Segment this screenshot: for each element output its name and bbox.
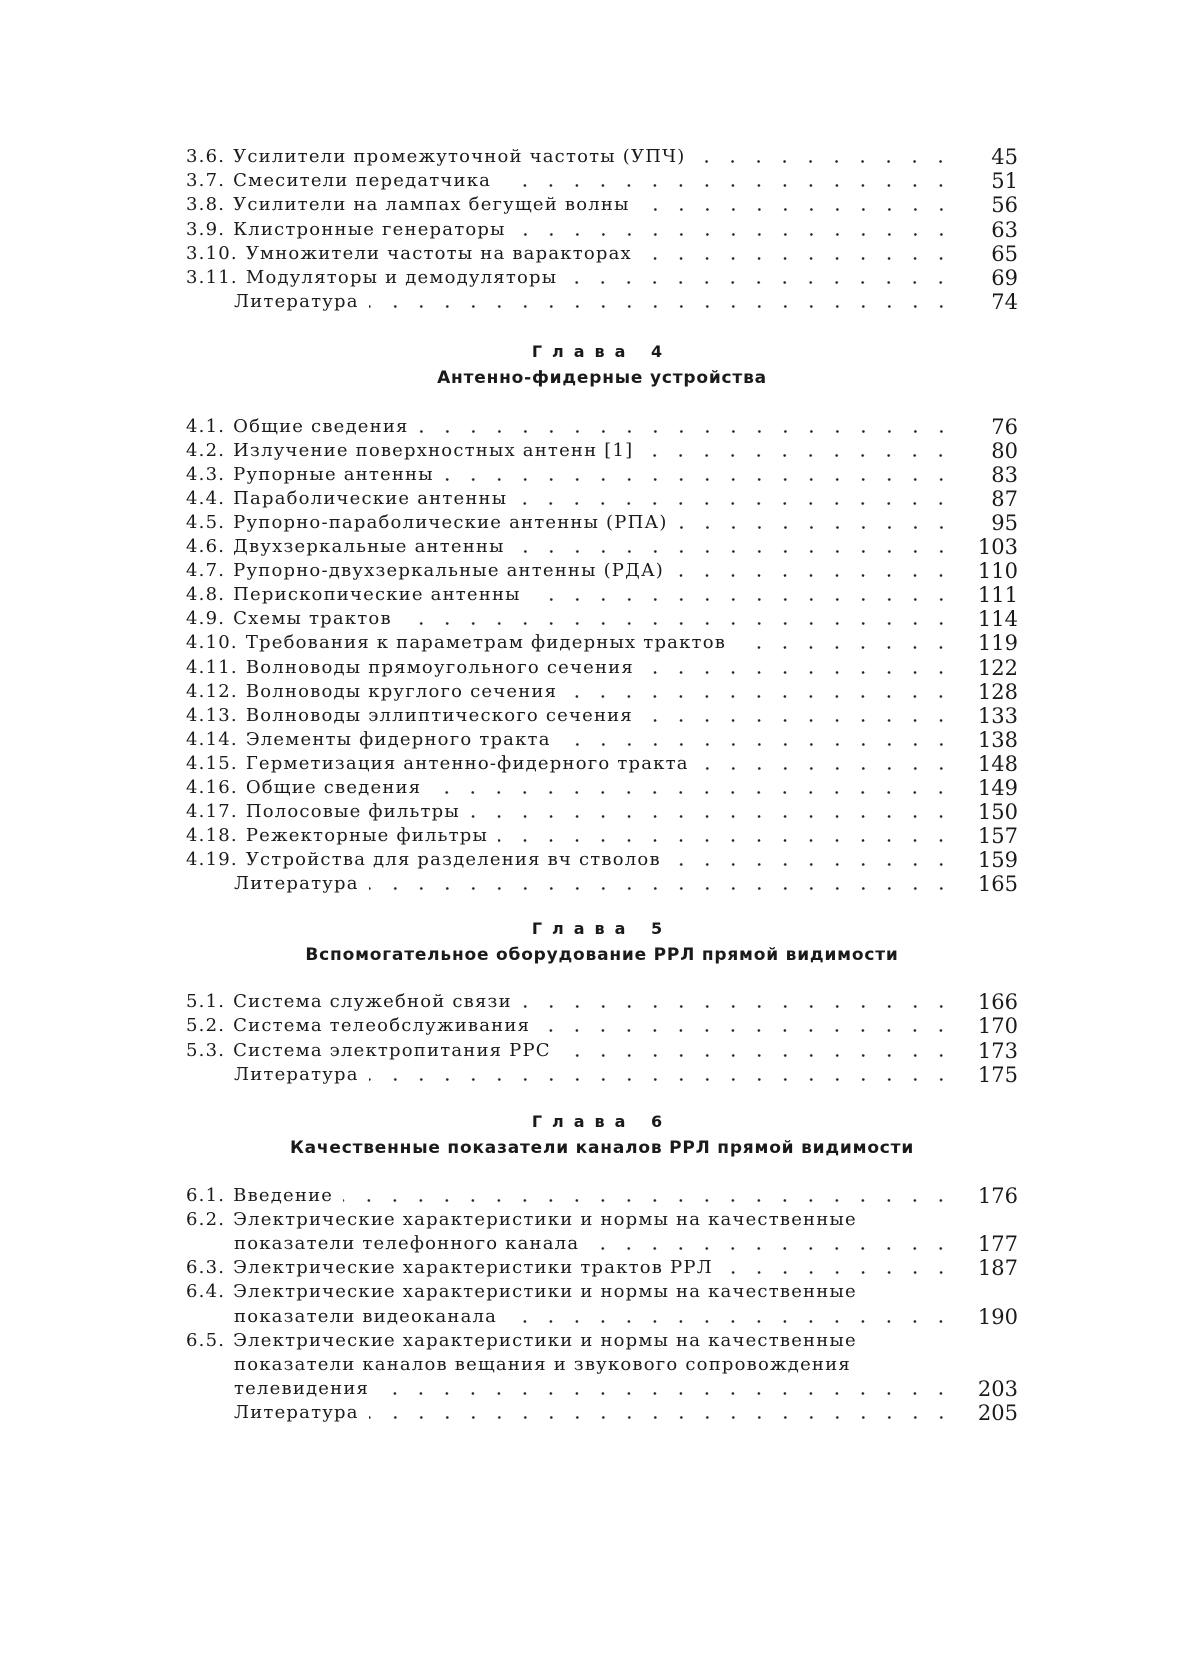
entry-title: Усилители на лампах бегущей волны — [233, 194, 630, 216]
dot-leader — [402, 622, 954, 625]
entry-title: Электрические характеристики и нормы на качественные — [233, 1281, 857, 1303]
toc-entry — [186, 167, 1018, 192]
entry-number: 4.14. — [186, 728, 238, 750]
page-number: 119 — [977, 631, 1018, 656]
entry-number: 3.11. — [186, 267, 238, 288]
entry-title: Умножители частоты на варакторах — [245, 242, 632, 264]
dot-leader — [643, 454, 954, 457]
page-number: 128 — [977, 679, 1018, 704]
entry-title: Система телеобслуживания — [233, 1015, 531, 1037]
entry-title: Двухзеркальные антенны — [233, 536, 505, 558]
toc-entry — [186, 191, 1018, 216]
dot-leader — [419, 430, 954, 433]
chapter-5-title: Вспомогательное оборудование РРЛ прямой видимости — [305, 945, 899, 965]
page-number: 205 — [977, 1400, 1018, 1425]
entry-title: Электрические характеристики и нормы на качественные — [233, 1329, 857, 1351]
dot-leader — [643, 719, 954, 722]
entry-title: Герметизация антенно-фидерного тракта — [245, 752, 689, 774]
toc-entry-literature — [186, 870, 1018, 895]
toc-entry — [186, 533, 1018, 558]
entry-number: 6.1. — [186, 1185, 226, 1206]
page-number: 187 — [977, 1256, 1018, 1281]
entry-number: 4.19. — [186, 848, 238, 870]
entry-title: Электрические характеристики и нормы на качественные — [233, 1209, 857, 1231]
entry-title: Элементы фидерного тракта — [245, 728, 551, 750]
entry-title: Устройства для разделения вч стволов — [245, 848, 661, 870]
entry-number: 4.10. — [186, 632, 238, 654]
page-number: 177 — [977, 1232, 1018, 1257]
entry-number: 4.6. — [186, 536, 226, 558]
dot-leader — [515, 550, 954, 553]
toc-entry-literature — [186, 1061, 1018, 1086]
entry-title: Система служебной связи — [233, 991, 512, 1012]
page-number: 170 — [977, 1014, 1018, 1039]
entry-number: 4.16. — [186, 776, 238, 798]
dot-leader — [444, 478, 954, 481]
page-number: 65 — [991, 241, 1018, 266]
page-number: 95 — [991, 511, 1018, 536]
page-number: 76 — [991, 415, 1018, 439]
entry-number: 4.15. — [186, 752, 238, 774]
page-number: 133 — [977, 703, 1018, 728]
toc-entry — [186, 654, 1018, 679]
toc-entry — [186, 437, 1018, 462]
page-number: 103 — [977, 535, 1018, 560]
entry-title: Требования к параметрам фидерных трактов — [245, 632, 727, 654]
toc-entry — [186, 413, 1018, 438]
toc-entry — [186, 264, 1018, 289]
entry-title: показатели каналов вещания и звукового сопровождения — [234, 1353, 851, 1375]
toc-entry — [186, 1327, 1018, 1352]
entry-title: показатели видеоканала — [234, 1305, 498, 1327]
toc-entry — [186, 798, 1018, 823]
dot-leader — [567, 695, 954, 698]
entry-title: Излучение поверхностных антенн [1] — [233, 440, 634, 462]
dot-leader — [644, 671, 954, 674]
dot-leader — [431, 791, 954, 794]
entry-number: 4.8. — [186, 584, 226, 606]
entry-number: 6.2. — [186, 1209, 226, 1231]
entry-number: 4.9. — [186, 608, 226, 630]
entry-number: 4.12. — [186, 680, 238, 702]
dot-leader — [498, 839, 954, 842]
dot-leader — [561, 743, 954, 746]
entry-number: 4.13. — [186, 704, 238, 726]
page-number: 173 — [977, 1038, 1018, 1063]
toc-entry — [186, 485, 1018, 510]
dot-leader — [640, 208, 954, 211]
entry-title: Рупорные антенны — [233, 464, 434, 486]
page-number: 165 — [977, 871, 1018, 896]
toc-entry — [186, 581, 1018, 606]
toc-entry-literature — [186, 1399, 1018, 1424]
page-number: 80 — [991, 439, 1018, 464]
toc-entry — [186, 557, 1018, 582]
toc-entry — [186, 143, 1018, 168]
entry-number: 3.8. — [186, 194, 226, 216]
dot-leader — [501, 184, 954, 187]
dot-leader — [507, 1320, 954, 1323]
dot-leader — [736, 646, 954, 649]
entry-title: Волноводы круглого сечения — [245, 680, 558, 702]
page-number: 110 — [977, 559, 1018, 584]
entry-title: Перископические антенны — [233, 584, 521, 606]
entry-number: 3.9. — [186, 218, 226, 240]
page-number: 175 — [977, 1062, 1018, 1087]
page-number: 87 — [991, 487, 1018, 512]
dot-leader — [723, 1271, 954, 1274]
dot-leader — [531, 598, 954, 601]
toc-entry — [186, 822, 1018, 847]
entry-number: 4.7. — [186, 560, 226, 582]
entry-title: телевидения — [234, 1377, 370, 1399]
page-number: 149 — [977, 775, 1018, 800]
page-number: 111 — [977, 583, 1018, 608]
dot-leader — [589, 1247, 954, 1250]
entry-title: Литература — [234, 1063, 359, 1085]
entry-number: 4.11. — [186, 656, 238, 678]
toc-entry — [186, 988, 1018, 1013]
dot-leader — [369, 1078, 954, 1081]
entry-title: Литература — [234, 872, 359, 894]
entry-title: Общие сведения — [233, 416, 409, 437]
dot-leader — [699, 767, 954, 770]
dot-leader — [540, 1029, 954, 1032]
dot-leader — [695, 160, 954, 163]
toc-entry — [186, 1254, 1018, 1279]
toc-entry-continuation — [186, 1351, 1018, 1376]
toc-entry-continuation — [186, 1230, 1018, 1255]
entry-title: Клистронные генераторы — [233, 218, 506, 240]
page-number: 122 — [977, 655, 1018, 680]
toc-entry — [186, 774, 1018, 799]
toc-entry — [186, 509, 1018, 534]
page-number: 159 — [977, 847, 1018, 872]
toc-entry — [186, 461, 1018, 486]
page-number: 203 — [977, 1376, 1018, 1401]
entry-number: 4.18. — [186, 824, 238, 846]
entry-number: 3.7. — [186, 170, 226, 192]
toc-entry — [186, 726, 1018, 751]
toc-entry-continuation — [186, 1303, 1018, 1328]
dot-leader — [379, 1392, 954, 1395]
entry-number: 4.17. — [186, 800, 238, 822]
dot-leader — [522, 1005, 954, 1008]
dot-leader — [343, 1199, 954, 1202]
page-number: 157 — [977, 823, 1018, 848]
dot-leader — [369, 1416, 954, 1419]
dot-leader — [470, 815, 954, 818]
entry-title: Электрические характеристики трактов РРЛ — [233, 1257, 713, 1279]
toc-entry — [186, 605, 1018, 630]
entry-number: 6.3. — [186, 1257, 226, 1279]
entry-number: 4.1. — [186, 416, 226, 437]
page-number: 69 — [991, 266, 1018, 290]
page-number: 45 — [991, 145, 1018, 169]
entry-title: Схемы трактов — [233, 608, 392, 630]
entry-number: 5.2. — [186, 1015, 226, 1037]
page-number: 176 — [977, 1184, 1018, 1208]
entry-number: 3.6. — [186, 146, 226, 167]
toc-entry — [186, 1278, 1018, 1303]
page-number: 114 — [977, 607, 1018, 632]
page-number: 150 — [977, 799, 1018, 824]
entry-title: Смесители передатчика — [233, 170, 492, 192]
chapter-6-label: Глава 6 — [531, 1112, 673, 1131]
toc-entry-continuation — [186, 1375, 1018, 1400]
toc-entry — [186, 629, 1018, 654]
entry-title: Волноводы прямоугольного сечения — [245, 656, 634, 678]
dot-leader — [674, 574, 954, 577]
dot-leader — [369, 887, 954, 890]
entry-number: 6.4. — [186, 1281, 226, 1303]
page-number: 138 — [977, 727, 1018, 752]
dot-leader — [517, 502, 954, 505]
dot-leader — [567, 281, 954, 284]
toc-entry — [186, 1182, 1018, 1207]
entry-number: 3.10. — [186, 242, 238, 264]
entry-title: Система электропитания РРС — [233, 1039, 551, 1061]
page-number: 166 — [977, 990, 1018, 1014]
entry-number: 5.1. — [186, 991, 226, 1012]
entry-number: 4.3. — [186, 464, 226, 486]
entry-number: 4.2. — [186, 440, 226, 462]
toc-entry — [186, 702, 1018, 727]
entry-title: Введение — [233, 1185, 334, 1206]
entry-title: Рупорно-двухзеркальные антенны (РДА) — [233, 560, 664, 582]
dot-leader — [516, 233, 954, 236]
entry-title: Общие сведения — [245, 776, 422, 798]
chapter-4-label: Глава 4 — [531, 342, 673, 361]
chapter-5-label: Глава 5 — [531, 919, 673, 938]
entry-number: 6.5. — [186, 1329, 226, 1351]
chapter-4-title: Антенно-фидерные устройства — [437, 368, 767, 388]
page-number: 148 — [977, 751, 1018, 776]
dot-leader — [671, 863, 954, 866]
dot-leader — [561, 1054, 954, 1057]
entry-title: Усилители промежуточной частоты (УПЧ) — [233, 146, 686, 167]
dot-leader — [642, 257, 954, 260]
toc-entry — [186, 1012, 1018, 1037]
entry-title: Волноводы эллиптического сечения — [245, 704, 633, 726]
page-number: 63 — [991, 217, 1018, 242]
page-number: 56 — [991, 193, 1018, 218]
toc-entry — [186, 240, 1018, 265]
toc-entry — [186, 1206, 1018, 1231]
entry-title: показатели телефонного канала — [234, 1233, 580, 1255]
page-number: 74 — [991, 290, 1018, 315]
dot-leader — [678, 526, 954, 529]
entry-title: Режекторные фильтры — [245, 824, 488, 846]
dot-leader — [369, 305, 954, 308]
entry-title: Литература — [234, 291, 359, 313]
chapter-6-title: Качественные показатели каналов РРЛ прямой видимости — [289, 1138, 915, 1158]
toc-entry-literature — [186, 288, 1018, 313]
page-number: 190 — [977, 1304, 1018, 1329]
page-number: 51 — [991, 169, 1018, 194]
entry-number: 5.3. — [186, 1039, 226, 1061]
toc-entry — [186, 846, 1018, 871]
toc-entry — [186, 750, 1018, 775]
entry-title: Полосовые фильтры — [245, 800, 460, 822]
toc-entry — [186, 1037, 1018, 1062]
entry-title: Параболические антенны — [233, 488, 508, 510]
entry-number: 4.5. — [186, 512, 226, 534]
entry-title: Рупорно-параболические антенны (РПА) — [233, 512, 668, 534]
entry-title: Модуляторы и демодуляторы — [245, 267, 558, 288]
entry-number: 4.4. — [186, 488, 226, 510]
entry-title: Литература — [234, 1401, 359, 1423]
page-number: 83 — [991, 463, 1018, 488]
toc-entry — [186, 216, 1018, 241]
toc-entry — [186, 678, 1018, 703]
